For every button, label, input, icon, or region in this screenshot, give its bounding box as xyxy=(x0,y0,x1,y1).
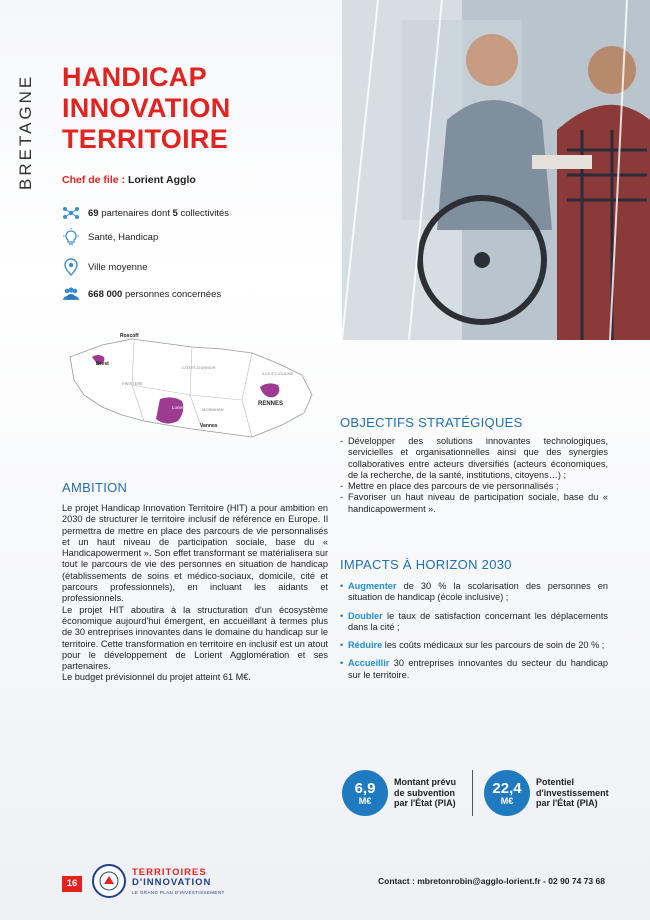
kpi-investissement: 22,4 M€ Potentiel d'investissement par l'État (PIA) xyxy=(484,770,609,816)
list-item: • Accueillir 30 entreprises innovantes du secteur du handicap sur le territoire. xyxy=(340,658,608,681)
lightbulb-icon xyxy=(62,228,80,246)
svg-text:RENNES: RENNES xyxy=(258,401,284,407)
list-item: - Développer des solutions innovantes technologiques, servicielles et organisationnelles ainsi que des synergies collaboratives entre acteurs diversifiés (acteurs économiques, de la recherche, de la santé, institutions, citoyens…) ; xyxy=(340,436,608,481)
svg-text:Lorient: Lorient xyxy=(172,405,186,410)
list-item: • Réduire les coûts médicaux sur les parcours de soin de 20 % ; xyxy=(340,640,608,651)
people-icon xyxy=(62,285,80,303)
page-number: 16 xyxy=(62,876,82,892)
chef-value: Lorient Agglo xyxy=(127,174,196,186)
network-icon xyxy=(62,204,80,222)
svg-text:ILLE-ET-VILAINE: ILLE-ET-VILAINE xyxy=(262,371,294,376)
svg-text:Brest: Brest xyxy=(96,361,109,367)
hero-photo xyxy=(342,0,650,340)
impacts-heading: IMPACTS À HORIZON 2030 xyxy=(340,557,512,572)
stat-ville: Ville moyenne xyxy=(62,258,148,276)
chef-de-file xyxy=(62,174,196,186)
list-item: - Mettre en place des parcours de vie personnalisés ; xyxy=(340,481,608,492)
bretagne-map xyxy=(62,325,332,445)
stat-secteur: Santé, Handicap xyxy=(62,228,158,246)
list-item: - Favoriser un haut niveau de participation sociale, base du « handicapowerment ». xyxy=(340,492,608,515)
objectifs-heading: OBJECTIFS STRATÉGIQUES xyxy=(340,415,523,430)
contact-info: Contact : mbretonrobin@agglo-lorient.fr - 02 90 74 73 68 xyxy=(378,876,605,886)
svg-text:CÔTES-D'ARMOR: CÔTES-D'ARMOR xyxy=(182,365,216,370)
chef-label: Chef de file : xyxy=(62,174,126,186)
kpi-subvention: 6,9 M€ Montant prévu de subvention par l'État (PIA) xyxy=(342,770,456,816)
kpi-circle: 22,4 M€ xyxy=(484,770,530,816)
kpi-divider xyxy=(472,770,473,816)
stat-partenaires: 69 partenaires dont 5 collectivités xyxy=(62,204,229,222)
objectifs-list xyxy=(340,436,608,515)
svg-text:MORBIHAN: MORBIHAN xyxy=(202,407,224,412)
region-label: BRETAGNE xyxy=(16,73,35,190)
ambition-heading: AMBITION xyxy=(62,480,128,495)
seal-icon xyxy=(92,864,126,898)
location-pin-icon xyxy=(62,258,80,276)
svg-text:Roscoff: Roscoff xyxy=(120,333,139,339)
impacts-list xyxy=(340,581,608,688)
ambition-text: Le projet Handicap Innovation Territoire (HIT) a pour ambition en 2030 de structurer le territoire inclusif de référence en Europe. Il permettra de mettre en place des parcours de vie personnalisés et un haut niveau de participation sociale, base du « Handicapowerment ». Son effet transformant se matérialisera sur tout le parcours de vie des personnes en situation de handicap (établissements de soins et médico-sociaux, domicile, cité et parcours professionnels), en incluant les aidants et professionnels. Le projet HIT aboutira à la structuration d'un écosystème économique aujourd'hui émergent, en accueillant à termes plus de 30 entreprises innovantes dans le domaine du handicap sur le territoire. Cette transformation en territoire en inclusif est un atout pour le développement de Lorient Agglomération et ses partenaires. Le budget prévisionnel du projet atteint 61 M€. xyxy=(62,503,328,683)
svg-text:Vannes: Vannes xyxy=(200,423,218,429)
svg-text:FINISTERE: FINISTERE xyxy=(122,381,143,386)
kpi-circle: 6,9 M€ xyxy=(342,770,388,816)
list-item: • Augmenter de 30 % la scolarisation des personnes en situation de handicap (école inclusive) ; xyxy=(340,581,608,604)
territoires-logo: TERRITOIRES D'INNOVATION LE GRAND PLAN D'INVESTISSEMENT xyxy=(92,864,225,898)
stat-personnes: 668 000 personnes concernées xyxy=(62,285,221,303)
list-item: • Doubler le taux de satisfaction concernant les déplacements dans la cité ; xyxy=(340,611,608,634)
page-title: HANDICAP INNOVATION TERRITOIRE xyxy=(62,62,231,154)
